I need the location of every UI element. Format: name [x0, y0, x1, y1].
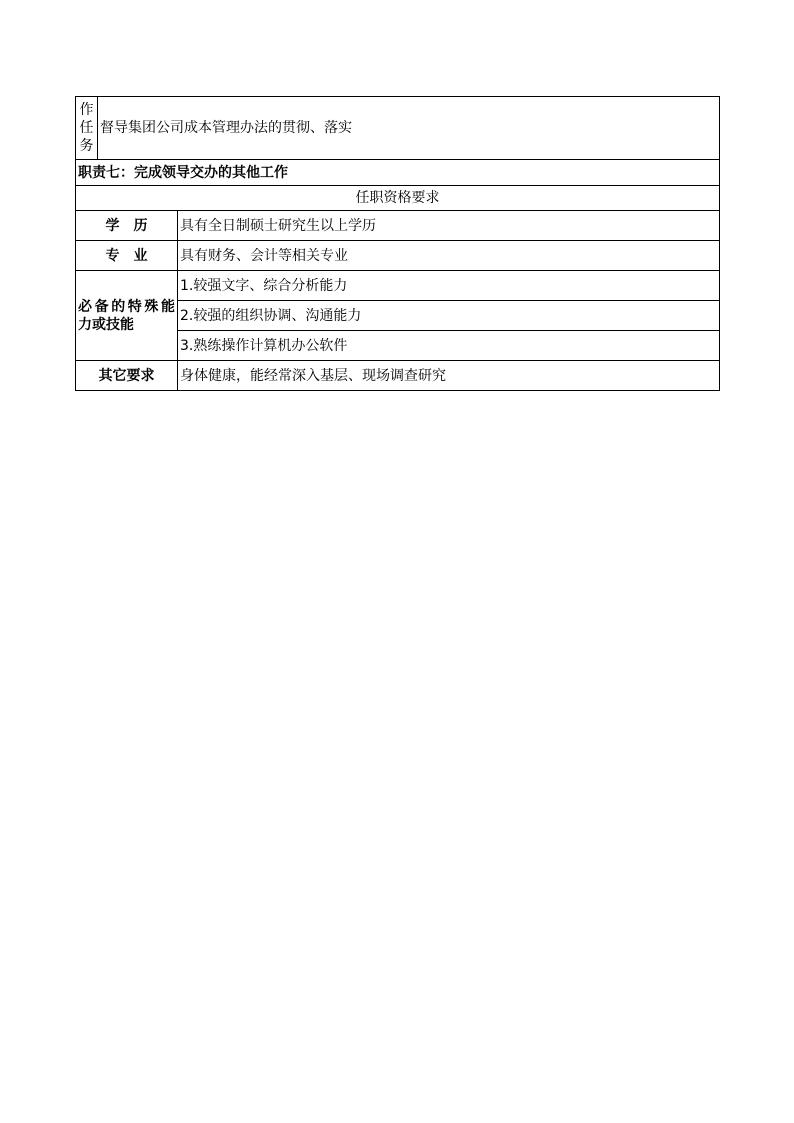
education-value: 具有全日制硕士研究生以上学历 [178, 211, 720, 241]
major-label: 专 业 [76, 241, 178, 271]
other-requirements-label: 其它要求 [76, 361, 178, 391]
major-row [76, 241, 720, 271]
duty-seven-title: 职责七：完成领导交办的其他工作 [76, 160, 720, 186]
work-task-label-char: 务 [79, 138, 94, 154]
duty-seven-row [76, 160, 720, 186]
skill-item: 2.较强的组织协调、沟通能力 [178, 301, 720, 331]
qualifications-header-row [76, 186, 720, 211]
work-task-label-char: 作 [79, 102, 94, 118]
qualifications-header: 任职资格要求 [76, 186, 720, 211]
other-requirements-row [76, 361, 720, 391]
skill-item: 1.较强文字、综合分析能力 [178, 271, 720, 301]
work-task-label [76, 97, 98, 160]
work-task-row [76, 97, 720, 160]
skills-row [76, 271, 720, 301]
education-label: 学 历 [76, 211, 178, 241]
work-task-content: 督导集团公司成本管理办法的贯彻、落实 [98, 97, 720, 160]
skills-label: 必备的特殊能力或技能 [76, 271, 178, 361]
job-description-table [75, 96, 720, 391]
education-row [76, 211, 720, 241]
major-value: 具有财务、会计等相关专业 [178, 241, 720, 271]
other-requirements-value: 身体健康，能经常深入基层、现场调查研究 [178, 361, 720, 391]
work-task-label-char: 任 [79, 120, 94, 136]
skill-item: 3.熟练操作计算机办公软件 [178, 331, 720, 361]
